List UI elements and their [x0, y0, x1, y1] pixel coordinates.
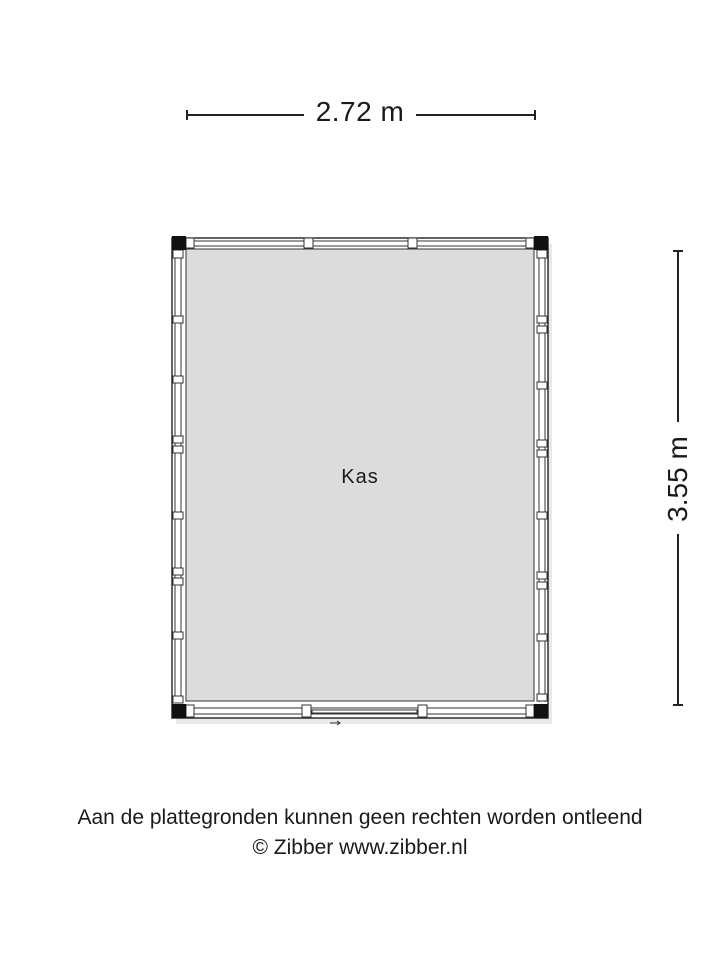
- left-mullion-5: [173, 512, 183, 519]
- corner-post-top-right: [534, 236, 548, 250]
- right-mullion-10: [537, 634, 547, 641]
- left-mullion-3: [173, 436, 183, 443]
- left-mullion-9: [173, 696, 183, 703]
- top-mullion-2: [408, 238, 417, 248]
- left-mullion-6: [173, 568, 183, 575]
- right-mullion-9: [537, 582, 547, 589]
- right-mullion-3: [537, 326, 547, 333]
- right-mullion-5: [537, 440, 547, 447]
- left-mullion-2: [173, 376, 183, 383]
- width-dimension-tick-right: [534, 110, 536, 120]
- corner-post-bottom-right: [534, 704, 548, 718]
- bottom-mullion-1: [302, 705, 311, 717]
- corner-post-bottom-left: [172, 704, 186, 718]
- left-mullion-10: [173, 250, 183, 258]
- left-mullion-8: [173, 632, 183, 639]
- left-mullion-7: [173, 578, 183, 585]
- left-mullion-4: [173, 446, 183, 453]
- disclaimer-text: Aan de plattegronden kunnen geen rechten worden ontleend: [77, 806, 643, 829]
- width-dimension-line-left: [186, 114, 304, 116]
- right-mullion-11: [537, 694, 547, 701]
- corner-post-top-left: [172, 236, 186, 250]
- right-mullion-4: [537, 382, 547, 389]
- sliding-door-panel: [312, 710, 417, 713]
- copyright-text: © Zibber www.zibber.nl: [252, 836, 468, 859]
- right-mullion-8: [537, 572, 547, 579]
- width-dimension-label: 2.72 m: [315, 96, 405, 127]
- top-mullion-3: [186, 238, 194, 248]
- width-dimension-line-right: [416, 114, 536, 116]
- bottom-mullion-4: [526, 705, 534, 717]
- bottom-mullion-2: [418, 705, 427, 717]
- height-dimension-tick-bottom: [673, 704, 683, 706]
- left-mullion-1: [173, 316, 183, 323]
- room-label: Kas: [341, 466, 379, 488]
- right-mullion-2: [537, 316, 547, 323]
- height-dimension-line-top: [677, 250, 679, 422]
- bottom-mullion-3: [186, 705, 194, 717]
- top-mullion-1: [304, 238, 313, 248]
- height-dimension-line-bottom: [677, 534, 679, 706]
- right-mullion-7: [537, 512, 547, 519]
- right-mullion-1: [537, 250, 547, 258]
- height-dimension-label: 3.55 m: [662, 436, 693, 522]
- top-mullion-4: [526, 238, 534, 248]
- right-mullion-6: [537, 450, 547, 457]
